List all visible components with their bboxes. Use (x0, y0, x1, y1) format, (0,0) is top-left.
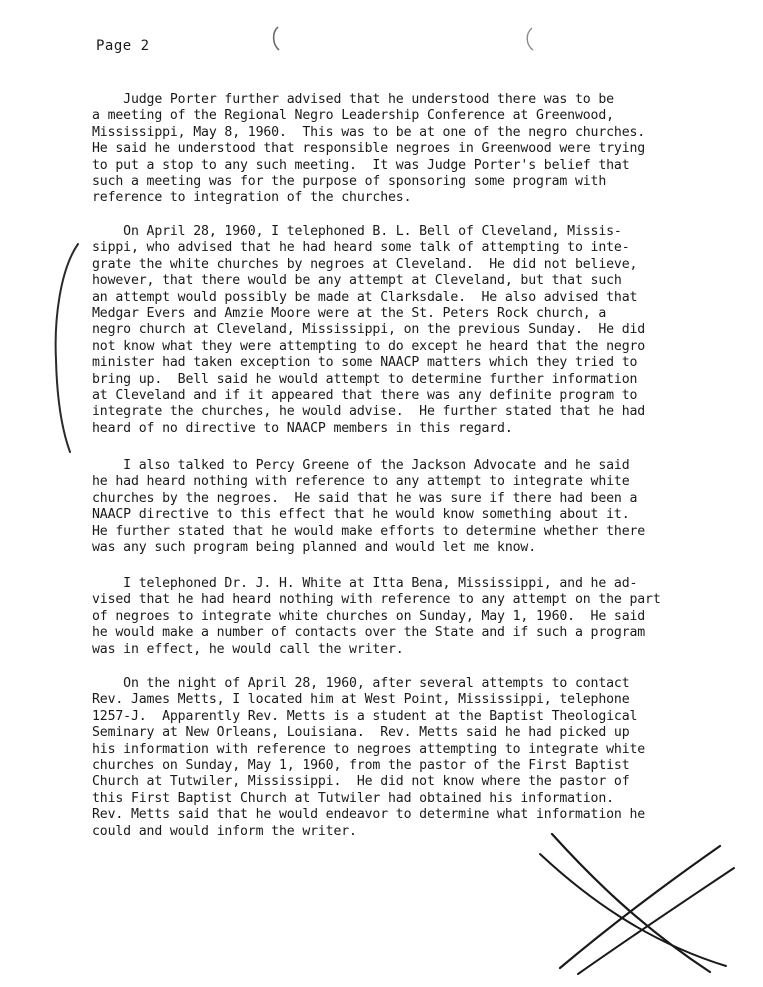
text-line: a meeting of the Regional Negro Leadership Conference at Greenwood, (92, 108, 614, 124)
margin-bracket-icon (48, 240, 84, 455)
text-line: reference to integration of the churches. (92, 190, 412, 206)
text-line: vised that he had heard nothing with reference to any attempt on the part (92, 592, 661, 608)
paragraph-rev-metts (92, 676, 747, 840)
text-line: negro church at Cleveland, Mississippi, on the previous Sunday. He did (92, 322, 646, 338)
text-line: churches by the negroes. He said that he was sure if there had been a (92, 490, 638, 506)
text-line: his information with reference to negroes attempting to integrate white (92, 741, 646, 757)
text-line: 1257-J. Apparently Rev. Metts is a student at the Baptist Theological (92, 708, 638, 724)
paragraph-judge-porter (92, 92, 747, 207)
text-line: was in effect, he would call the writer. (92, 641, 404, 657)
text-line: churches on Sunday, May 1, 1960, from the pastor of the First Baptist (92, 757, 630, 773)
text-line: could and would inform the writer. (92, 823, 357, 839)
text-line: Church at Tutwiler, Mississippi. He did not know where the pastor of (92, 774, 630, 790)
ink-speck-icon (268, 24, 286, 54)
text-line: minister had taken exception to some NAACP matters which they tried to (92, 355, 638, 371)
text-line: he would make a number of contacts over the State and if such a program (92, 625, 646, 641)
text-line: Rev. James Metts, I located him at West Point, Mississippi, telephone (92, 692, 630, 708)
text-line: at Cleveland and if it appeared that there was any definite program to (92, 387, 638, 403)
text-line: integrate the churches, he would advise. He further stated that he had (92, 404, 646, 420)
text-line: bring up. Bell said he would attempt to determine further information (92, 371, 638, 387)
paragraph-percy-greene (92, 458, 747, 556)
text-line: He said he understood that responsible negroes in Greenwood were trying (92, 141, 646, 157)
text-line: not know what they were attempting to do except he heard that the negro (92, 338, 646, 354)
text-line: grate the white churches by negroes at Cleveland. He did not believe, (92, 256, 638, 272)
text-line: On April 28, 1960, I telephoned B. L. Bell of Cleveland, Missis- (92, 224, 622, 239)
text-line: heard of no directive to NAACP members in this regard. (92, 420, 513, 436)
text-line: Rev. Metts said that he would endeavor to determine what information he (92, 807, 646, 823)
text-line: NAACP directive to this effect that he would know something about it. (92, 507, 630, 523)
text-line: Seminary at New Orleans, Louisiana. Rev. Metts said he had picked up (92, 725, 630, 741)
cross-out-x-icon (530, 826, 740, 976)
text-line: Medgar Evers and Amzie Moore were at the St. Peters Rock church, a (92, 305, 607, 321)
text-line: I also talked to Percy Greene of the Jackson Advocate and he said (92, 458, 630, 473)
paragraph-dr-white (92, 576, 747, 658)
text-line: I telephoned Dr. J. H. White at Itta Bena, Mississippi, and he ad- (92, 576, 638, 591)
text-line: sippi, who advised that he had heard some talk of attempting to inte- (92, 240, 630, 256)
text-line: he had heard nothing with reference to any attempt to integrate white (92, 474, 630, 490)
text-line: this First Baptist Church at Tutwiler had obtained his information. (92, 790, 614, 806)
page-number: Page 2 (96, 38, 150, 54)
text-line: such a meeting was for the purpose of sponsoring some program with (92, 173, 607, 189)
paragraph-bell (92, 224, 747, 437)
text-line: On the night of April 28, 1960, after several attempts to contact (92, 676, 630, 691)
text-line: Judge Porter further advised that he understood there was to be (92, 92, 614, 107)
ink-speck-icon (520, 26, 538, 56)
text-line: Mississippi, May 8, 1960. This was to be at one of the negro churches. (92, 124, 646, 140)
text-line: He further stated that he would make efforts to determine whether there (92, 523, 646, 539)
text-line: was any such program being planned and would let me know. (92, 539, 537, 555)
text-line: however, that there would be any attempt at Cleveland, but that such (92, 273, 622, 289)
text-line: to put a stop to any such meeting. It was Judge Porter's belief that (92, 157, 630, 173)
text-line: an attempt would possibly be made at Clarksdale. He also advised that (92, 289, 638, 305)
text-line: of negroes to integrate white churches on Sunday, May 1, 1960. He said (92, 608, 646, 624)
